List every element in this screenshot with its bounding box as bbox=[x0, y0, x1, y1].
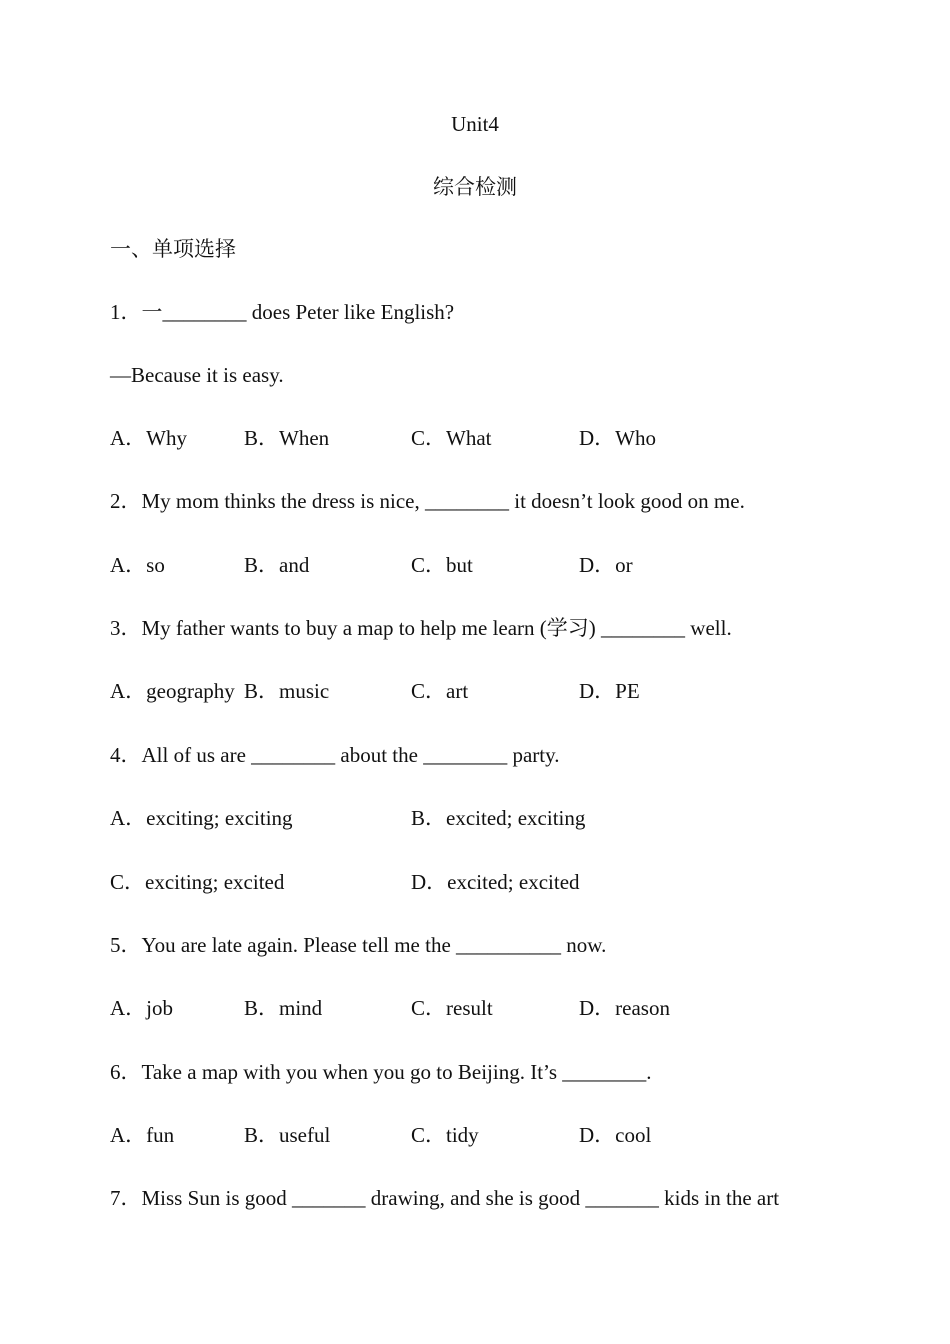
option-d: D．excited; excited bbox=[411, 870, 580, 894]
option-b: B．mind bbox=[244, 996, 323, 1020]
option-c: C．What bbox=[411, 426, 492, 450]
section-heading: 一、单项选择 bbox=[110, 237, 236, 261]
option-d: D．or bbox=[579, 553, 633, 577]
question-3-stem: 3．My father wants to buy a map to help me learn (学习) ________ well. bbox=[110, 616, 732, 640]
option-c: C．but bbox=[411, 553, 473, 577]
option-a: A．job bbox=[110, 996, 173, 1020]
option-b: B．and bbox=[244, 553, 310, 577]
document-subtitle: 综合检测 bbox=[433, 175, 517, 199]
option-c: C．exciting; excited bbox=[110, 870, 285, 894]
option-d: D．PE bbox=[579, 679, 640, 703]
question-2-stem: 2．My mom thinks the dress is nice, ________ it doesn’t look good on me. bbox=[110, 489, 745, 513]
option-a: A．fun bbox=[110, 1123, 175, 1147]
option-c: C．result bbox=[411, 996, 493, 1020]
option-d: D．reason bbox=[579, 996, 670, 1020]
option-b: B．excited; exciting bbox=[411, 806, 586, 830]
document-title: Unit4 bbox=[451, 112, 499, 136]
option-d: D．Who bbox=[579, 426, 656, 450]
question-1-response: —Because it is easy. bbox=[110, 363, 284, 387]
option-d: D．cool bbox=[579, 1123, 652, 1147]
question-4-stem: 4．All of us are ________ about the ________ party. bbox=[110, 743, 560, 767]
option-c: C．tidy bbox=[411, 1123, 479, 1147]
option-b: B．music bbox=[244, 679, 330, 703]
question-7-stem: 7．Miss Sun is good _______ drawing, and she is good _______ kids in the art bbox=[110, 1186, 780, 1210]
question-1-stem: 1．一________ does Peter like English? bbox=[110, 300, 455, 324]
option-a: A．Why bbox=[110, 426, 187, 450]
option-a: A．exciting; exciting bbox=[110, 806, 293, 830]
question-6-stem: 6．Take a map with you when you go to Beijing. It’s ________. bbox=[110, 1060, 652, 1084]
option-a: A．so bbox=[110, 553, 165, 577]
option-a: A．geography bbox=[110, 679, 235, 703]
question-5-stem: 5．You are late again. Please tell me the __________ now. bbox=[110, 933, 607, 957]
option-b: B．useful bbox=[244, 1123, 331, 1147]
option-b: B．When bbox=[244, 426, 330, 450]
option-c: C．art bbox=[411, 679, 469, 703]
